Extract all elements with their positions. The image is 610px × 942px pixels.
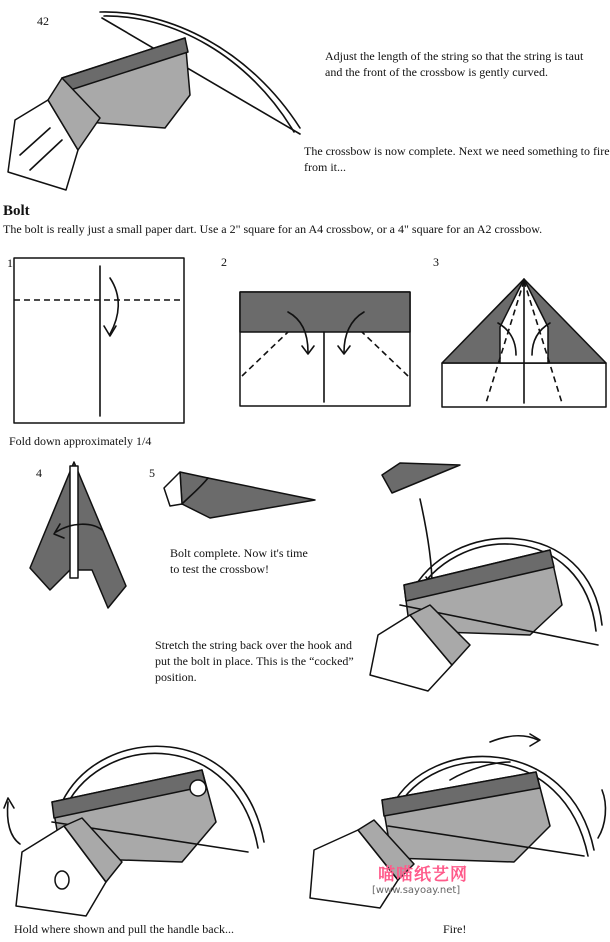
adjust-string-instruction: Adjust the length of the string so that the string is taut and the front of the crossbow is gently curved.	[325, 49, 584, 79]
bolt-step-number-1: 1	[7, 256, 13, 270]
bolt-step-number-3: 3	[433, 255, 439, 269]
bolt-step-number-5: 5	[149, 466, 155, 480]
bolt-step-1-diagram	[12, 256, 192, 426]
bolt-diagram-complete	[160, 468, 320, 528]
bolt-intro: The bolt is really just a small paper dart. Use a 2" square for an A4 crossbow, or a 4" square for an A2 crossbow.	[3, 222, 543, 236]
bolt-step-2-diagram	[238, 290, 413, 410]
cocked-crossbow-illustration	[370, 455, 610, 695]
site-watermark-brand: 喵喵纸艺网	[378, 865, 468, 885]
crossbow-step-42-illustration	[0, 0, 310, 190]
crossbow-complete-note: The crossbow is now complete. Next we need something to fire from it...	[304, 144, 610, 174]
bolt-step-number-4: 4	[36, 466, 42, 480]
bolt-step-1-caption: Fold down approximately 1/4	[9, 434, 152, 448]
bolt-step-3-diagram	[440, 275, 610, 410]
hold-and-pull-caption: Hold where shown and pull the handle back...	[14, 922, 234, 936]
fire-caption: Fire!	[443, 922, 467, 936]
bolt-step-4-diagram	[22, 458, 132, 608]
step-number-42: 42	[37, 14, 49, 28]
bolt-step-number-2: 2	[221, 255, 227, 269]
bolt-complete-note: Bolt complete. Now it's time to test the crossbow!	[170, 546, 308, 576]
cocked-position-instruction: Stretch the string back over the hook and put the bolt in place. This is the “cocked” position.	[155, 638, 354, 684]
hold-and-pull-illustration	[2, 722, 272, 922]
site-watermark-url: [www.sayoay.net]	[372, 885, 461, 896]
bolt-heading: Bolt	[3, 203, 30, 219]
